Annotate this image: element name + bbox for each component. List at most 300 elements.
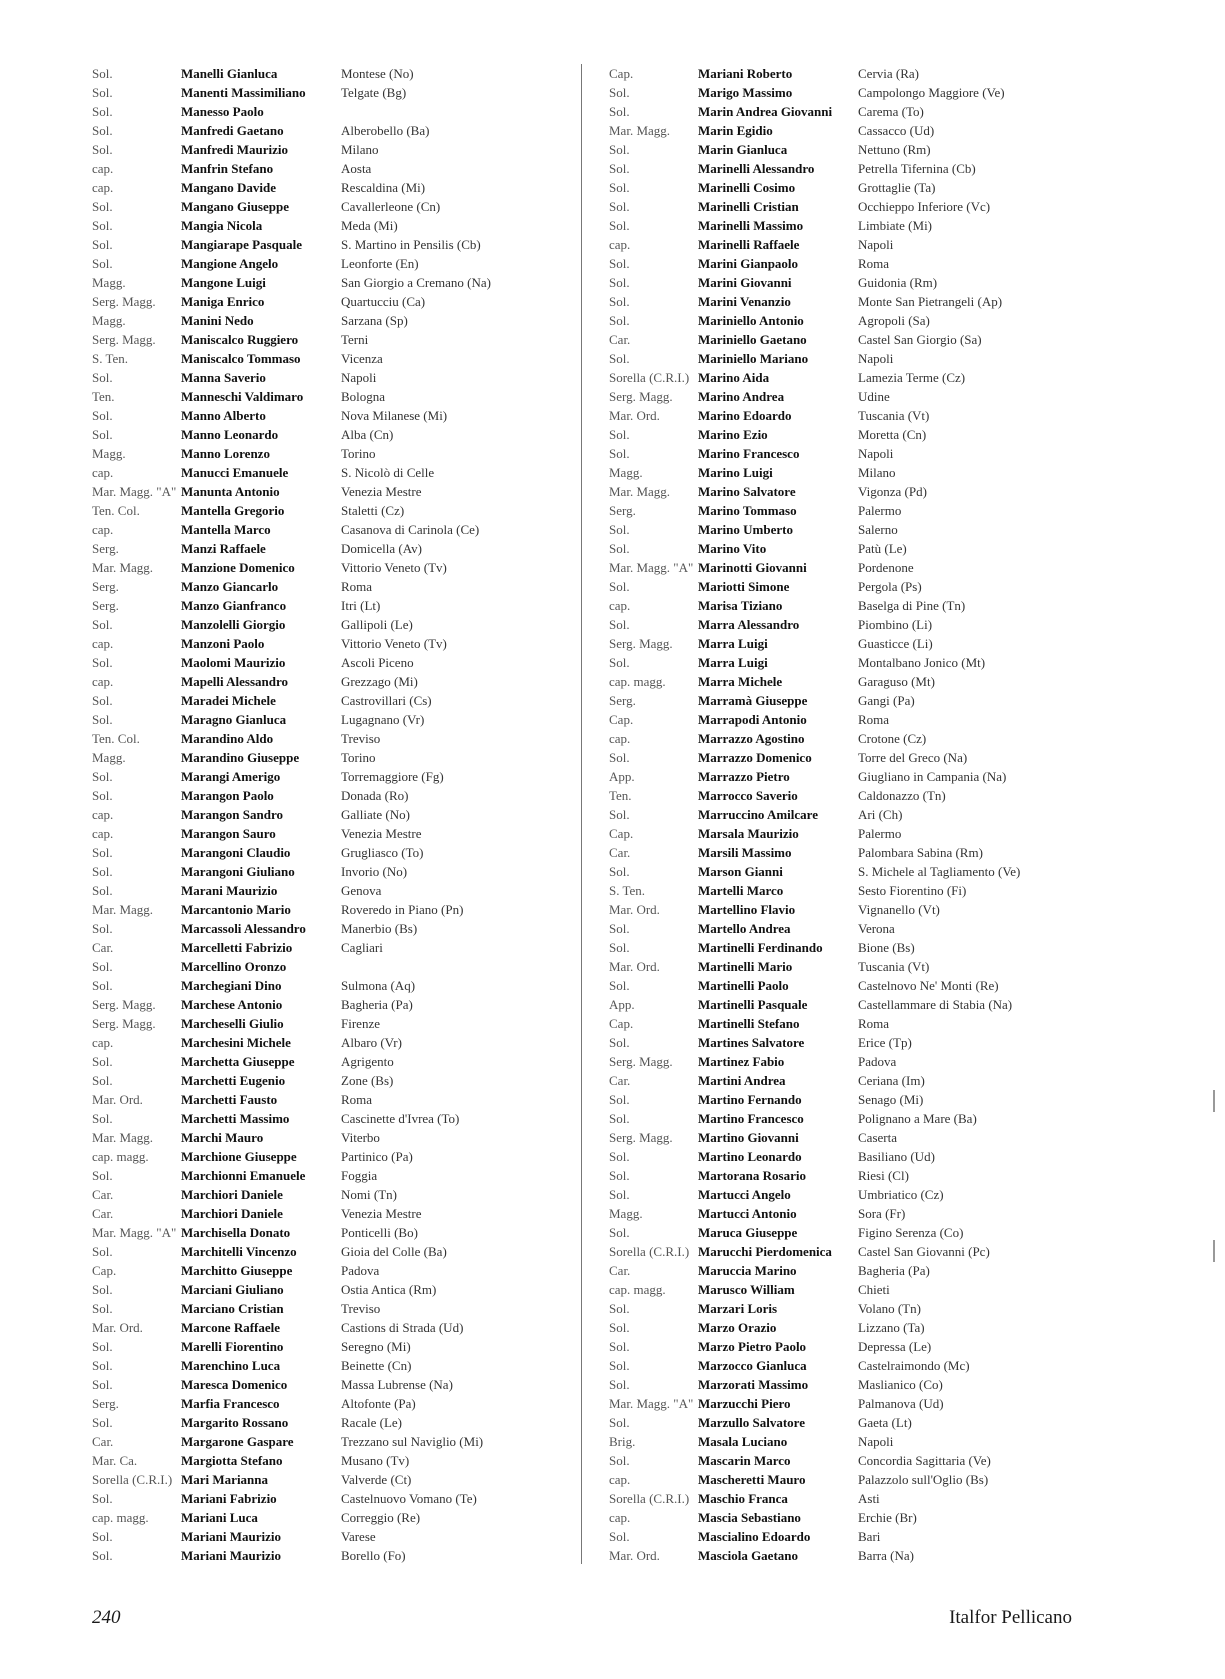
place-label: Maslianico (Co)	[858, 1377, 943, 1392]
person-name: Mariani Maurizio	[181, 1529, 282, 1544]
person-name: Martinelli Mario	[698, 959, 793, 974]
list-item	[92, 881, 562, 900]
rank-label: Sol.	[609, 1339, 630, 1354]
place-label: Venezia Mestre	[341, 484, 422, 499]
list-item	[609, 577, 1079, 596]
rank-label: Mar. Magg.	[609, 123, 671, 138]
list-item	[609, 501, 1079, 520]
scan-edge-mark	[1213, 1090, 1215, 1112]
person-name: Mascialino Edoardo	[698, 1529, 811, 1544]
person-name: Manneschi Valdimaro	[181, 389, 304, 404]
list-item	[609, 1014, 1079, 1033]
rank-label: Serg. Magg.	[609, 389, 673, 404]
person-name: Marsala Maurizio	[698, 826, 799, 841]
place-label: Gangi (Pa)	[858, 693, 915, 708]
place-label: Agrigento	[341, 1054, 394, 1069]
rank-label: Sol.	[609, 427, 630, 442]
list-item	[92, 653, 562, 672]
place-label: Palermo	[858, 826, 902, 841]
list-item	[609, 273, 1079, 292]
place-label: Erchie (Br)	[858, 1510, 917, 1525]
list-item	[609, 1033, 1079, 1052]
person-name: Marra Alessandro	[698, 617, 800, 632]
person-name: Marino Vito	[698, 541, 767, 556]
person-name: Marini Gianpaolo	[698, 256, 799, 271]
rank-label: Sol.	[92, 921, 113, 936]
list-item	[92, 1185, 562, 1204]
place-label: Donada (Ro)	[341, 788, 409, 803]
place-label: Bagheria (Pa)	[341, 997, 413, 1012]
person-name: Martino Leonardo	[698, 1149, 802, 1164]
place-label: Valverde (Ct)	[341, 1472, 412, 1487]
person-name: Marsili Massimo	[698, 845, 792, 860]
rank-label: Sol.	[609, 1415, 630, 1430]
list-item	[609, 767, 1079, 786]
rank-label: Serg. Magg.	[609, 636, 673, 651]
rank-label: Ten.	[92, 389, 115, 404]
list-item	[609, 330, 1079, 349]
person-name: Maniga Enrico	[181, 294, 265, 309]
place-label: Treviso	[341, 731, 381, 746]
list-item	[92, 976, 562, 995]
list-item	[92, 159, 562, 178]
person-name: Marino Umberto	[698, 522, 793, 537]
list-item	[92, 1242, 562, 1261]
rank-label: cap.	[92, 636, 114, 651]
list-item	[92, 83, 562, 102]
person-name: Manelli Gianluca	[181, 66, 278, 81]
list-item	[92, 425, 562, 444]
place-label: Bione (Bs)	[858, 940, 915, 955]
rank-label: Car.	[609, 332, 631, 347]
rank-label: Magg.	[92, 275, 126, 290]
list-item	[609, 482, 1079, 501]
rank-label: Sol.	[92, 1415, 113, 1430]
person-name: Marino Andrea	[698, 389, 785, 404]
rank-label: Sol.	[92, 1339, 113, 1354]
rank-label: Sol.	[92, 788, 113, 803]
rank-label: cap.	[92, 180, 114, 195]
person-name: Marramà Giuseppe	[698, 693, 808, 708]
person-name: Martinelli Pasquale	[698, 997, 808, 1012]
list-item	[609, 653, 1079, 672]
place-label: Grottaglie (Ta)	[858, 180, 936, 195]
place-label: Umbriatico (Cz)	[858, 1187, 944, 1202]
list-item	[92, 729, 562, 748]
person-name: Mantella Gregorio	[181, 503, 285, 518]
place-label: Correggio (Re)	[341, 1510, 421, 1525]
person-name: Marinelli Raffaele	[698, 237, 800, 252]
rank-label: Sorella (C.R.I.)	[609, 1491, 690, 1506]
list-item	[92, 197, 562, 216]
place-label: Grezzago (Mi)	[341, 674, 418, 689]
place-label: Volano (Tn)	[858, 1301, 921, 1316]
person-name: Marino Salvatore	[698, 484, 796, 499]
list-item	[92, 1090, 562, 1109]
person-name: Mariniello Gaetano	[698, 332, 807, 347]
rank-label: App.	[609, 997, 635, 1012]
rank-label: Serg. Magg.	[609, 1130, 673, 1145]
place-label: Galliate (No)	[341, 807, 410, 822]
rank-label: Car.	[92, 1187, 114, 1202]
person-name: Manini Nedo	[181, 313, 254, 328]
person-name: Maradei Michele	[181, 693, 276, 708]
rank-label: Sol.	[92, 370, 113, 385]
place-label: Racale (Le)	[341, 1415, 402, 1430]
publisher-name: Italfor Pellicano	[949, 1607, 1072, 1628]
rank-label: Sol.	[92, 256, 113, 271]
person-name: Manna Saverio	[181, 370, 266, 385]
person-name: Marino Luigi	[698, 465, 773, 480]
rank-label: Mar. Magg. "A"	[609, 560, 694, 575]
rank-label: cap.	[92, 826, 114, 841]
place-label: Figino Serenza (Co)	[858, 1225, 964, 1240]
place-label: Campolongo Maggiore (Ve)	[858, 85, 1005, 100]
place-label: Guasticce (Li)	[858, 636, 933, 651]
list-item	[609, 539, 1079, 558]
place-label: Nomi (Tn)	[341, 1187, 397, 1202]
place-label: Casanova di Carinola (Ce)	[341, 522, 480, 537]
rank-label: Sol.	[92, 218, 113, 233]
list-item	[609, 786, 1079, 805]
rank-label: Sol.	[92, 1282, 113, 1297]
person-name: Marfia Francesco	[181, 1396, 280, 1411]
person-name: Marchetti Massimo	[181, 1111, 290, 1126]
place-label: Vittorio Veneto (Tv)	[341, 636, 447, 651]
rank-label: Brig.	[609, 1434, 636, 1449]
list-item	[92, 615, 562, 634]
place-label: Treviso	[341, 1301, 381, 1316]
rank-label: Sol.	[609, 1453, 630, 1468]
person-name: Martinez Fabio	[698, 1054, 785, 1069]
rank-label: Sol.	[92, 1301, 113, 1316]
rank-label: Sol.	[609, 294, 630, 309]
place-label: Piombino (Li)	[858, 617, 933, 632]
list-item	[609, 1109, 1079, 1128]
place-label: Roveredo in Piano (Pn)	[341, 902, 464, 917]
place-label: Alberobello (Ba)	[341, 123, 430, 138]
place-label: Udine	[858, 389, 890, 404]
person-name: Mariani Maurizio	[181, 1548, 282, 1563]
person-name: Marchi Mauro	[181, 1130, 264, 1145]
place-label: Albaro (Vr)	[341, 1035, 402, 1050]
rank-label: Sol.	[609, 313, 630, 328]
place-label: Aosta	[341, 161, 372, 176]
person-name: Manzo Gianfranco	[181, 598, 287, 613]
list-item	[92, 786, 562, 805]
list-item	[609, 425, 1079, 444]
person-name: Marino Edoardo	[698, 408, 792, 423]
rank-label: cap. magg.	[92, 1510, 149, 1525]
place-label: Palazzolo sull'Oglio (Bs)	[858, 1472, 989, 1487]
rank-label: Magg.	[92, 750, 126, 765]
list-item	[609, 349, 1079, 368]
place-label: Cavallerleone (Cn)	[341, 199, 441, 214]
rank-label: Sol.	[609, 1529, 630, 1544]
person-name: Marchisella Donato	[181, 1225, 291, 1240]
place-label: Petrella Tifernina (Cb)	[858, 161, 976, 176]
list-item	[92, 1033, 562, 1052]
person-name: Martello Andrea	[698, 921, 791, 936]
rank-label: Sol.	[609, 579, 630, 594]
place-label: S. Michele al Tagliamento (Ve)	[858, 864, 1021, 879]
person-name: Martines Salvatore	[698, 1035, 805, 1050]
person-name: Marisa Tiziano	[698, 598, 783, 613]
list-item	[92, 748, 562, 767]
person-name: Marzo Pietro Paolo	[698, 1339, 807, 1354]
person-name: Martucci Antonio	[698, 1206, 797, 1221]
rank-label: Sol.	[92, 1244, 113, 1259]
rank-label: Serg. Magg.	[92, 294, 156, 309]
rank-label: Sol.	[609, 161, 630, 176]
rank-label: Sol.	[92, 1073, 113, 1088]
person-name: Marchionni Emanuele	[181, 1168, 306, 1183]
person-name: Maruccia Marino	[698, 1263, 797, 1278]
list-item	[609, 672, 1079, 691]
place-label: Manerbio (Bs)	[341, 921, 418, 936]
list-item	[92, 368, 562, 387]
list-item	[609, 634, 1079, 653]
place-label: Patù (Le)	[858, 541, 907, 556]
place-label: Montese (No)	[341, 66, 414, 81]
place-label: Telgate (Bg)	[341, 85, 407, 100]
list-item	[92, 596, 562, 615]
place-label: S. Martino in Pensilis (Cb)	[341, 237, 481, 252]
place-label: Torremaggiore (Fg)	[341, 769, 444, 784]
place-label: Castelnuovo Vomano (Te)	[341, 1491, 477, 1506]
place-label: Borello (Fo)	[341, 1548, 406, 1563]
rank-label: Magg.	[609, 465, 643, 480]
rank-label: Sol.	[609, 1187, 630, 1202]
rank-label: App.	[609, 769, 635, 784]
list-item	[609, 1527, 1079, 1546]
place-label: Ponticelli (Bo)	[341, 1225, 418, 1240]
rank-label: Car.	[609, 845, 631, 860]
person-name: Marzocco Gianluca	[698, 1358, 807, 1373]
person-name: Manzi Raffaele	[181, 541, 266, 556]
place-label: Monte San Pietrangeli (Ap)	[858, 294, 1003, 309]
place-label: Sesto Fiorentino (Fi)	[858, 883, 967, 898]
person-name: Mangione Angelo	[181, 256, 279, 271]
list-item	[609, 235, 1079, 254]
list-item	[92, 1128, 562, 1147]
list-item	[92, 539, 562, 558]
rank-label: Sol.	[609, 807, 630, 822]
person-name: Marzullo Salvatore	[698, 1415, 805, 1430]
place-label: Riesi (Cl)	[858, 1168, 909, 1183]
rank-label: Sol.	[92, 883, 113, 898]
list-item	[609, 1261, 1079, 1280]
person-name: Martino Giovanni	[698, 1130, 799, 1145]
list-item	[92, 634, 562, 653]
list-item	[92, 254, 562, 273]
rank-label: Sorella (C.R.I.)	[609, 1244, 690, 1259]
place-label: Roma	[858, 1016, 890, 1031]
place-label: Palmanova (Ud)	[858, 1396, 944, 1411]
place-label: Domicella (Av)	[341, 541, 422, 556]
list-item	[609, 1147, 1079, 1166]
rank-label: cap.	[609, 237, 631, 252]
place-label: Bari	[858, 1529, 881, 1544]
place-label: Invorio (No)	[341, 864, 408, 879]
place-label: Gaeta (Lt)	[858, 1415, 912, 1430]
rank-label: Sol.	[92, 237, 113, 252]
person-name: Marino Tommaso	[698, 503, 797, 518]
person-name: Manzoni Paolo	[181, 636, 265, 651]
place-label: Pordenone	[858, 560, 914, 575]
rank-label: Sol.	[92, 1548, 113, 1563]
rank-label: Sol.	[609, 750, 630, 765]
rank-label: Serg.	[92, 598, 119, 613]
left-column	[92, 64, 562, 1565]
rank-label: Sol.	[609, 864, 630, 879]
place-label: Nova Milanese (Mi)	[341, 408, 448, 423]
person-name: Marrazzo Agostino	[698, 731, 805, 746]
list-item	[609, 140, 1079, 159]
person-name: Martorana Rosario	[698, 1168, 806, 1183]
person-name: Manfredi Gaetano	[181, 123, 284, 138]
list-item	[609, 311, 1079, 330]
list-item	[92, 330, 562, 349]
list-item	[92, 1223, 562, 1242]
place-label: Roma	[858, 256, 890, 271]
person-name: Manzione Domenico	[181, 560, 295, 575]
rank-label: Sol.	[92, 617, 113, 632]
rank-label: Sol.	[609, 1225, 630, 1240]
place-label: Tuscania (Vt)	[858, 408, 930, 423]
page-number: 240	[92, 1607, 121, 1628]
rank-label: Sol.	[92, 769, 113, 784]
list-item	[92, 1147, 562, 1166]
rank-label: Mar. Magg.	[92, 1130, 154, 1145]
list-item	[92, 938, 562, 957]
place-label: Torino	[341, 446, 376, 461]
rank-label: Sol.	[609, 104, 630, 119]
rank-label: Mar. Ord.	[609, 408, 660, 423]
rank-label: Sol.	[609, 218, 630, 233]
list-item	[609, 805, 1079, 824]
person-name: Mapelli Alessandro	[181, 674, 289, 689]
person-name: Manzolelli Giorgio	[181, 617, 286, 632]
rank-label: Sol.	[92, 712, 113, 727]
person-name: Manesso Paolo	[181, 104, 264, 119]
place-label: Beinette (Cn)	[341, 1358, 412, 1373]
list-item	[92, 1261, 562, 1280]
person-name: Mangano Davide	[181, 180, 276, 195]
person-name: Mangia Nicola	[181, 218, 263, 233]
place-label: Gioia del Colle (Ba)	[341, 1244, 447, 1259]
person-name: Marciani Giuliano	[181, 1282, 284, 1297]
place-label: Castellammare di Stabia (Na)	[858, 997, 1013, 1012]
list-item	[609, 102, 1079, 121]
rank-label: Sorella (C.R.I.)	[609, 370, 690, 385]
rank-label: Sorella (C.R.I.)	[92, 1472, 173, 1487]
place-label: Montalbano Jonico (Mt)	[858, 655, 986, 670]
list-item	[92, 349, 562, 368]
list-item	[92, 273, 562, 292]
place-label: Castelnovo Ne' Monti (Re)	[858, 978, 999, 993]
place-label: S. Nicolò di Celle	[341, 465, 435, 480]
place-label: Limbiate (Mi)	[858, 218, 933, 233]
place-label: Terni	[341, 332, 369, 347]
list-item	[92, 406, 562, 425]
list-item	[92, 1470, 562, 1489]
person-name: Marangi Amerigo	[181, 769, 281, 784]
place-label: Tuscania (Vt)	[858, 959, 930, 974]
rank-label: Sol.	[609, 1320, 630, 1335]
place-label: Staletti (Cz)	[341, 503, 405, 518]
place-label: Lamezia Terme (Cz)	[858, 370, 966, 385]
person-name: Marinotti Giovanni	[698, 560, 807, 575]
rank-label: cap. magg.	[92, 1149, 149, 1164]
place-label: Napoli	[858, 446, 894, 461]
rank-label: Sol.	[609, 1149, 630, 1164]
place-label: Giugliano in Campania (Na)	[858, 769, 1007, 784]
person-name: Marandino Giuseppe	[181, 750, 300, 765]
rank-label: Sol.	[92, 978, 113, 993]
list-item	[609, 1128, 1079, 1147]
place-label: Vigonza (Pd)	[858, 484, 927, 499]
place-label: Crotone (Cz)	[858, 731, 927, 746]
rank-label: Sol.	[609, 180, 630, 195]
person-name: Marusco William	[698, 1282, 795, 1297]
place-label: San Giorgio a Cremano (Na)	[341, 275, 491, 290]
rank-label: Serg.	[92, 579, 119, 594]
list-item	[92, 805, 562, 824]
person-name: Marra Luigi	[698, 636, 768, 651]
person-name: Maresca Domenico	[181, 1377, 288, 1392]
list-item	[92, 121, 562, 140]
person-name: Marani Maurizio	[181, 883, 278, 898]
list-item	[92, 1508, 562, 1527]
person-name: Manno Alberto	[181, 408, 266, 423]
person-name: Marzorati Massimo	[698, 1377, 809, 1392]
rank-label: Mar. Magg.	[609, 484, 671, 499]
person-name: Mariotti Simone	[698, 579, 790, 594]
list-item	[609, 1185, 1079, 1204]
person-name: Marin Egidio	[698, 123, 773, 138]
person-name: Marino Francesco	[698, 446, 800, 461]
person-name: Manno Lorenzo	[181, 446, 270, 461]
rank-label: Sol.	[92, 1491, 113, 1506]
person-name: Masciola Gaetano	[698, 1548, 799, 1563]
place-label: Leonforte (En)	[341, 256, 419, 271]
rank-label: Mar. Ca.	[92, 1453, 138, 1468]
list-item	[609, 995, 1079, 1014]
person-name: Margarone Gaspare	[181, 1434, 294, 1449]
list-item	[609, 64, 1079, 83]
person-name: Mascheretti Mauro	[698, 1472, 806, 1487]
person-name: Marcassoli Alessandro	[181, 921, 306, 936]
rank-label: Sol.	[609, 655, 630, 670]
list-item	[609, 824, 1079, 843]
list-item	[92, 862, 562, 881]
list-item	[609, 843, 1079, 862]
person-name: Mascarin Marco	[698, 1453, 791, 1468]
person-name: Martelli Marco	[698, 883, 784, 898]
list-item	[609, 1204, 1079, 1223]
rank-label: Sol.	[92, 655, 113, 670]
rank-label: Sol.	[92, 408, 113, 423]
person-name: Marangon Sandro	[181, 807, 283, 822]
rank-label: Sol.	[609, 351, 630, 366]
rank-label: Mar. Magg. "A"	[609, 1396, 694, 1411]
list-item	[609, 900, 1079, 919]
rank-label: cap.	[92, 465, 114, 480]
place-label: Lizzano (Ta)	[858, 1320, 925, 1335]
list-item	[92, 1489, 562, 1508]
list-item	[609, 216, 1079, 235]
